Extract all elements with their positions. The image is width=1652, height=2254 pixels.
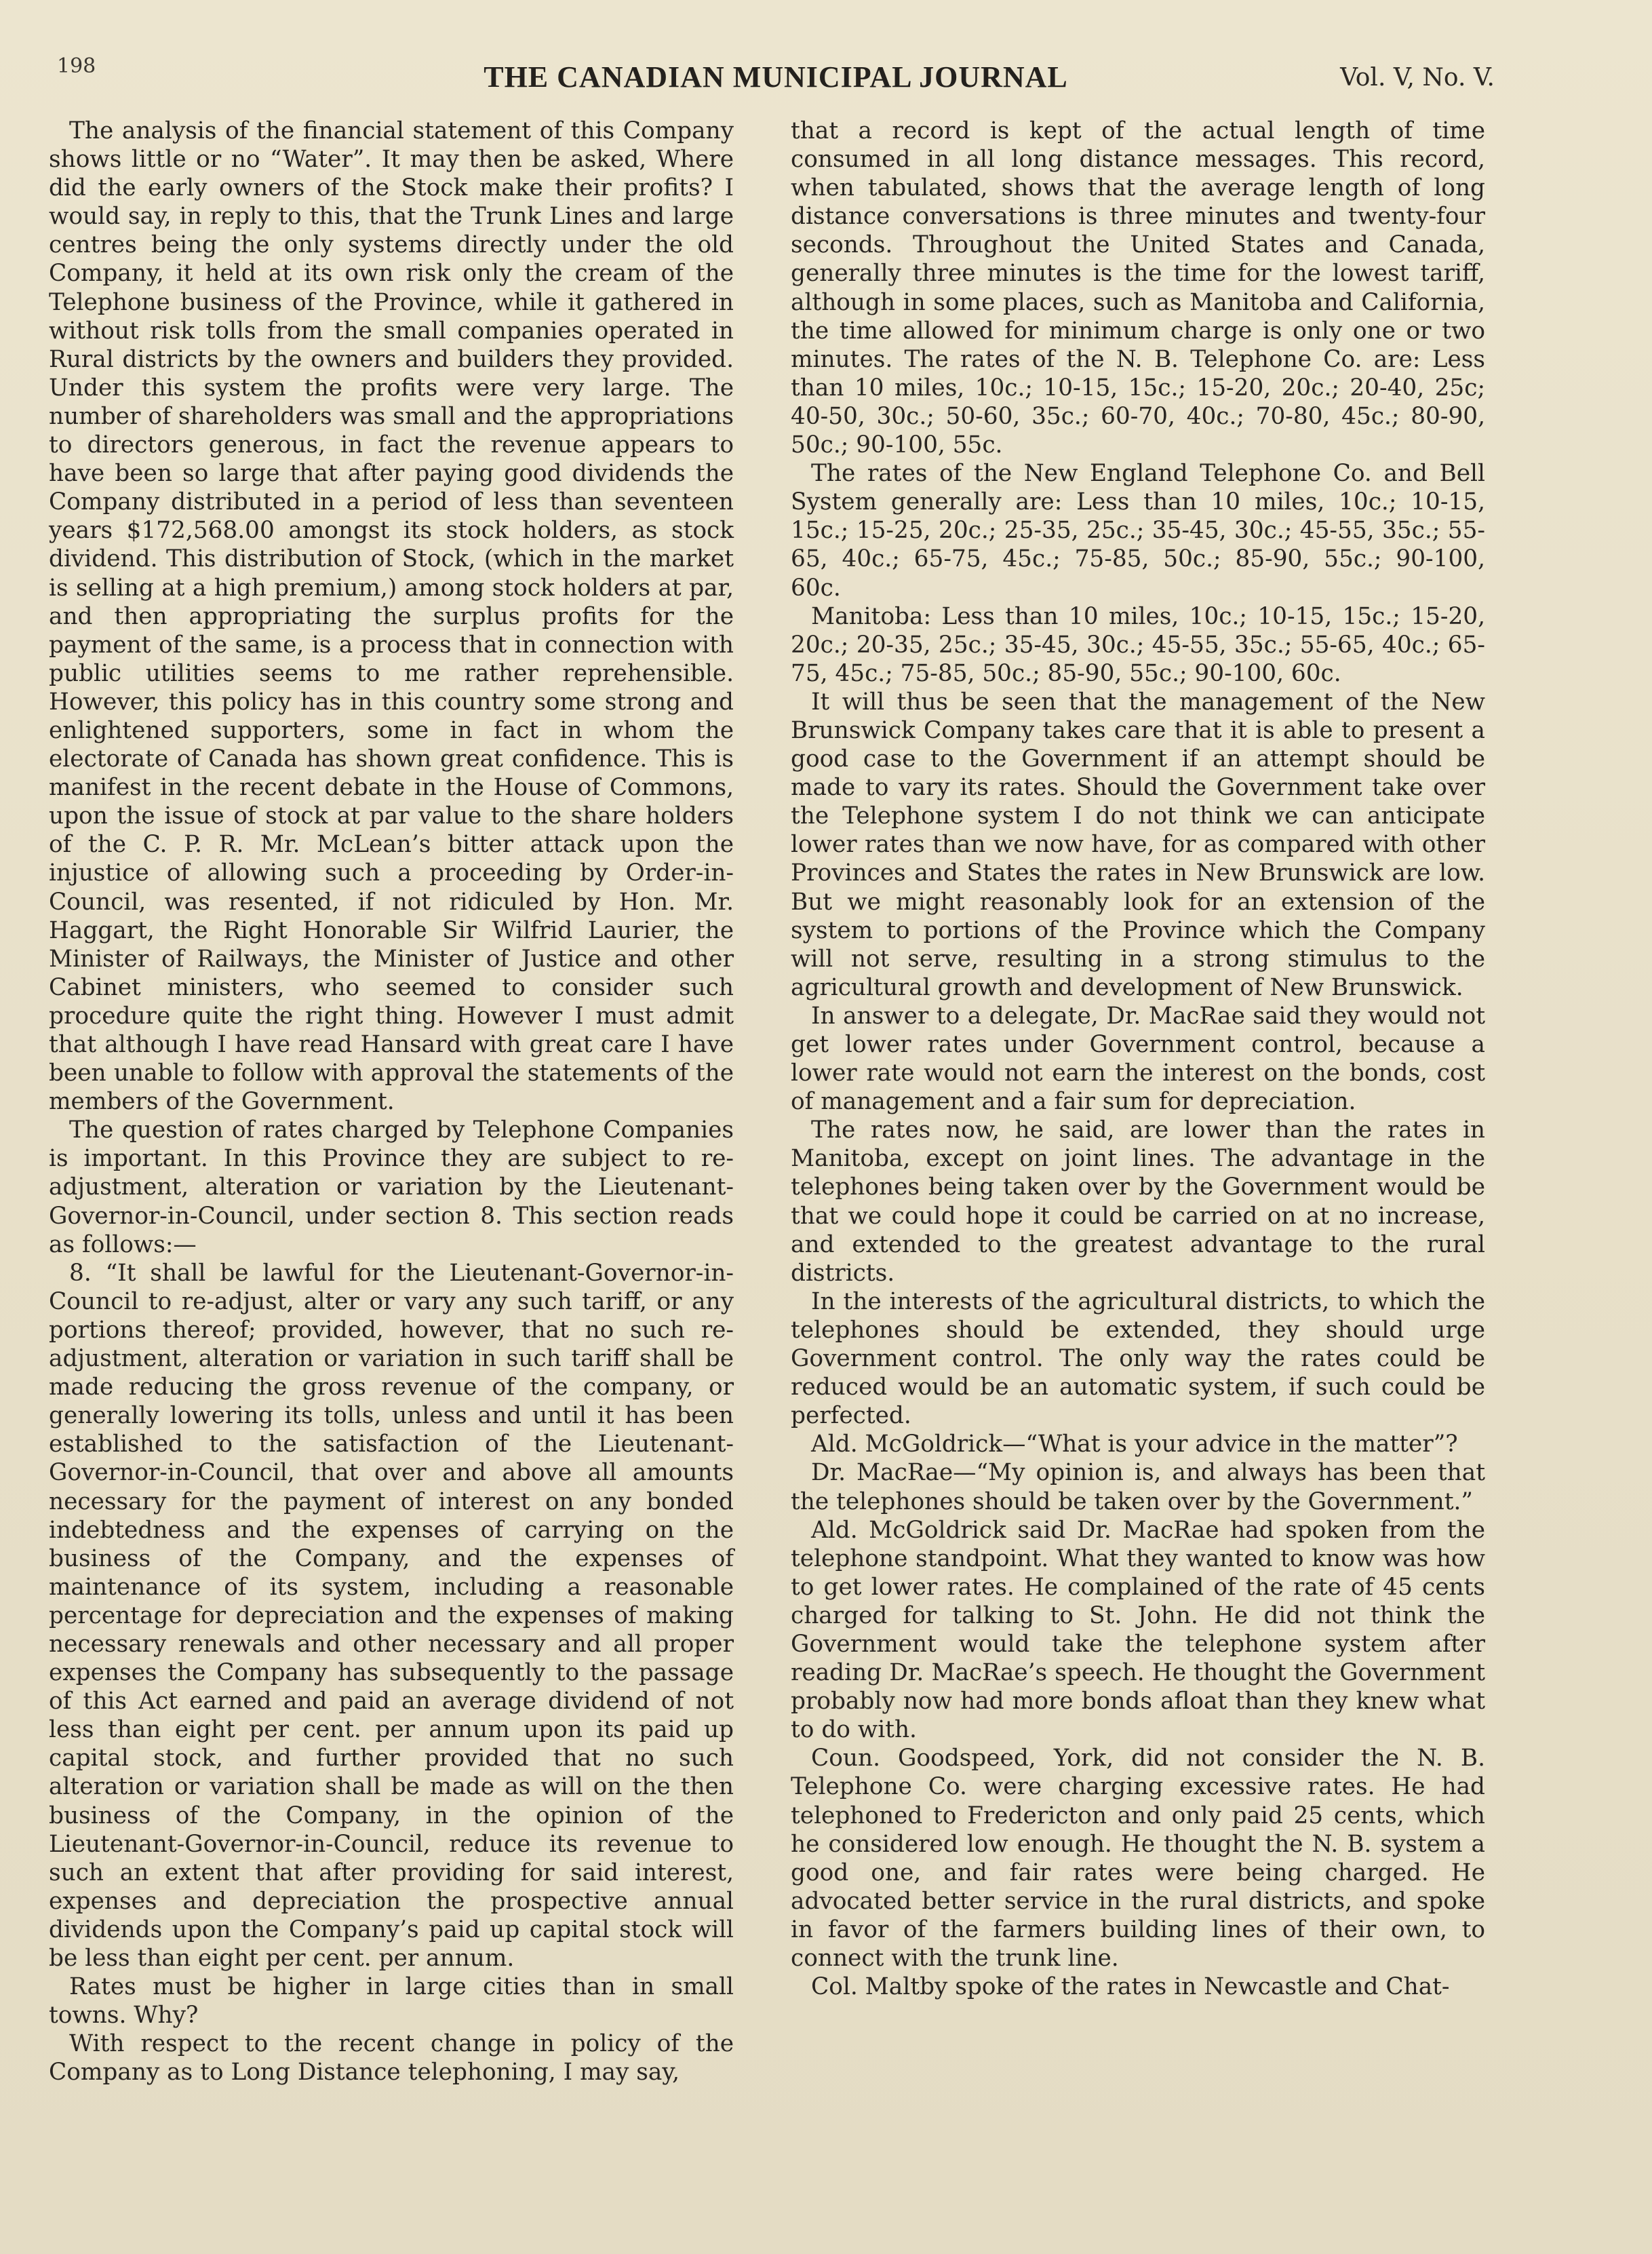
paragraph: The analysis of the financial statement of this Company shows little or no “Water”. It may then be asked, Where did the early owners of the Stock make their profits? I would say, in reply to this, that the Trunk Lines and large centres being the only systems directly under the old Company, it held at its own risk only the cream of the Telephone business of the Province, while it gathered in without risk tolls from the small companies operated in Rural districts by the owners and builders they provided. Under this system the profits were very large. The number of shareholders was small and the appropriations to directors generous, in fact the revenue appears to have been so large that after paying good dividends the Company distributed in a period of less than seventeen years $172,568.00 amongst its stock holders, as stock dividend. This distribution of Stock, (which in the market is selling at a high premium,) among stock holders at par, and then appropriating the surplus profits for the payment of the same, is a process that in connection with public utilities seems to me rather reprehensible. However, this policy has in this country some strong and enlightened supporters, some in fact in whom the electorate of Canada has shown great confidence. This is manifest in the recent debate in the House of Commons, upon the issue of stock at par value to the share holders of the C. P. R. Mr. McLean’s bitter attack upon the injustice of allowing such a proceeding by Order-in-Council, was resented, if not ridiculed by Hon. Mr. Haggart, the Right Honorable Sir Wilfrid Laurier, the Minister of Railways, the Minister of Justice and other Cabinet ministers, who seemed to consider such procedure quite the right thing. However I must admit that although I have read Hansard with great care I have been unable to follow with approval the statements of the members of the Government. bbox=[49, 117, 734, 1116]
paragraph: The rates now, he said, are lower than the rates in Manitoba, except on joint lines. The advantage in the telephones being taken over by the Government would be that we could hope it could be carried on at no increase, and extended to the greatest advantage to the rural districts. bbox=[791, 1116, 1485, 1287]
paragraph: Coun. Goodspeed, York, did not consider the N. B. Telephone Co. were charging excessive rates. He had telephoned to Fredericton and only paid 25 cents, which he considered low enough. He thought the N. B. system a good one, and fair rates were being charged. He advocated better service in the rural districts, and spoke in favor of the farmers building lines of their own, to connect with the trunk line. bbox=[791, 1745, 1485, 1972]
right-column bbox=[791, 117, 1485, 2001]
left-column bbox=[49, 117, 734, 2086]
paragraph: The question of rates charged by Telephone Companies is important. In this Province they are subject to re-adjustment, alteration or variation by the Lieutenant-Governor-in-Council, under section 8. This section reads as follows:— bbox=[49, 1116, 734, 1258]
page-number: 198 bbox=[57, 54, 96, 78]
paragraph: 8. “It shall be lawful for the Lieutenant-Governor-in-Council to re-adjust, alter or vary any such tariff, or any portions thereof; provided, however, that no such re-adjustment, alteration or variation in such tariff shall be made reducing the gross revenue of the company, or generally lowering its tolls, unless and until it has been established to the satisfaction of the Lieutenant-Governor-in-Council, that over and above all amounts necessary for the payment of interest on any bonded indebtedness and the expenses of carrying on the business of the Company, and the expenses of maintenance of its system, including a reasonable percentage for depreciation and the expenses of making necessary renewals and other necessary and all proper expenses the Company has subsequently to the passage of this Act earned and paid an average dividend of not less than eight per cent. per annum upon its paid up capital stock, and further provided that no such alteration or variation shall be made as will on the then business of the Company, in the opinion of the Lieutenant-Governor-in-Council, reduce its revenue to such an extent that after providing for said interest, expenses and depreciation the prospective annual dividends upon the Company’s paid up capital stock will be less than eight per cent. per annum. bbox=[49, 1259, 734, 1972]
page-header bbox=[57, 50, 1495, 98]
paragraph: In answer to a delegate, Dr. MacRae said they would not get lower rates under Government control, because a lower rate would not earn the interest on the bonds, cost of management and a fair sum for depreciation. bbox=[791, 1002, 1485, 1116]
paragraph: With respect to the recent change in policy of the Company as to Long Distance telephoning, I may say, bbox=[49, 2030, 734, 2086]
paragraph: It will thus be seen that the management of the New Brunswick Company takes care that it is able to present a good case to the Government if an attempt should be made to vary its rates. Should the Government take over the Telephone system I do not think we can anticipate lower rates than we now have, for as compared with other Provinces and States the rates in New Brunswick are low. But we might reasonably look for an extension of the system to portions of the Province which the Company will not serve, resulting in a strong stimulus to the agricultural growth and development of New Brunswick. bbox=[791, 688, 1485, 1001]
paragraph: Ald. McGoldrick said Dr. MacRae had spoken from the telephone standpoint. What they wanted to know was how to get lower rates. He complained of the rate of 45 cents charged for talking to St. John. He did not think the Government would take the telephone system after reading Dr. MacRae’s speech. He thought the Government probably now had more bonds afloat than they knew what to do with. bbox=[791, 1516, 1485, 1744]
paragraph: Col. Maltby spoke of the rates in Newcastle and Chat- bbox=[811, 1973, 1450, 2001]
paragraph: The rates of the New England Telephone Co. and Bell System generally are: Less than 10 miles, 10c.; 10-15, 15c.; 15-25, 20c.; 25-35, 25c.; 35-45, 30c.; 45-55, 35c.; 55-65, 40c.; 65-75, 45c.; 75-85, 50c.; 85-90, 55c.; 90-100, 60c. bbox=[791, 460, 1485, 602]
paragraph: that a record is kept of the actual length of time consumed in all long distance messages. This record, when tabulated, shows that the average length of long distance conversations is three minutes and twenty-four seconds. Throughout the United States and Canada, generally three minutes is the time for the lowest tariff, although in some places, such as Manitoba and California, the time allowed for minimum charge is only one or two minutes. The rates of the N. B. Telephone Co. are: Less than 10 miles, 10c.; 10-15, 15c.; 15-20, 20c.; 20-40, 25c; 40-50, 30c.; 50-60, 35c.; 60-70, 40c.; 70-80, 45c.; 80-90, 50c.; 90-100, 55c. bbox=[791, 117, 1485, 459]
volume-issue: Vol. V, No. V. bbox=[1340, 64, 1495, 92]
journal-title: THE CANADIAN MUNICIPAL JOURNAL bbox=[484, 60, 1068, 94]
paragraph: Ald. McGoldrick—“What is your advice in the matter”? bbox=[811, 1431, 1458, 1458]
paragraph: Rates must be higher in large cities than in small towns. Why? bbox=[49, 1973, 734, 2029]
paragraph: In the interests of the agricultural districts, to which the telephones should be extended, they should urge Government control. The only way the rates could be reduced would be an automatic system, if such could be perfected. bbox=[791, 1287, 1485, 1430]
paragraph: Dr. MacRae—“My opinion is, and always has been that the telephones should be taken over by the Government.” bbox=[791, 1459, 1485, 1515]
paragraph: Manitoba: Less than 10 miles, 10c.; 10-15, 15c.; 15-20, 20c.; 20-35, 25c.; 35-45, 30c.; 45-55, 35c.; 55-65, 40c.; 65-75, 45c.; 75-85, 50c.; 85-90, 55c.; 90-100, 60c. bbox=[791, 602, 1485, 687]
